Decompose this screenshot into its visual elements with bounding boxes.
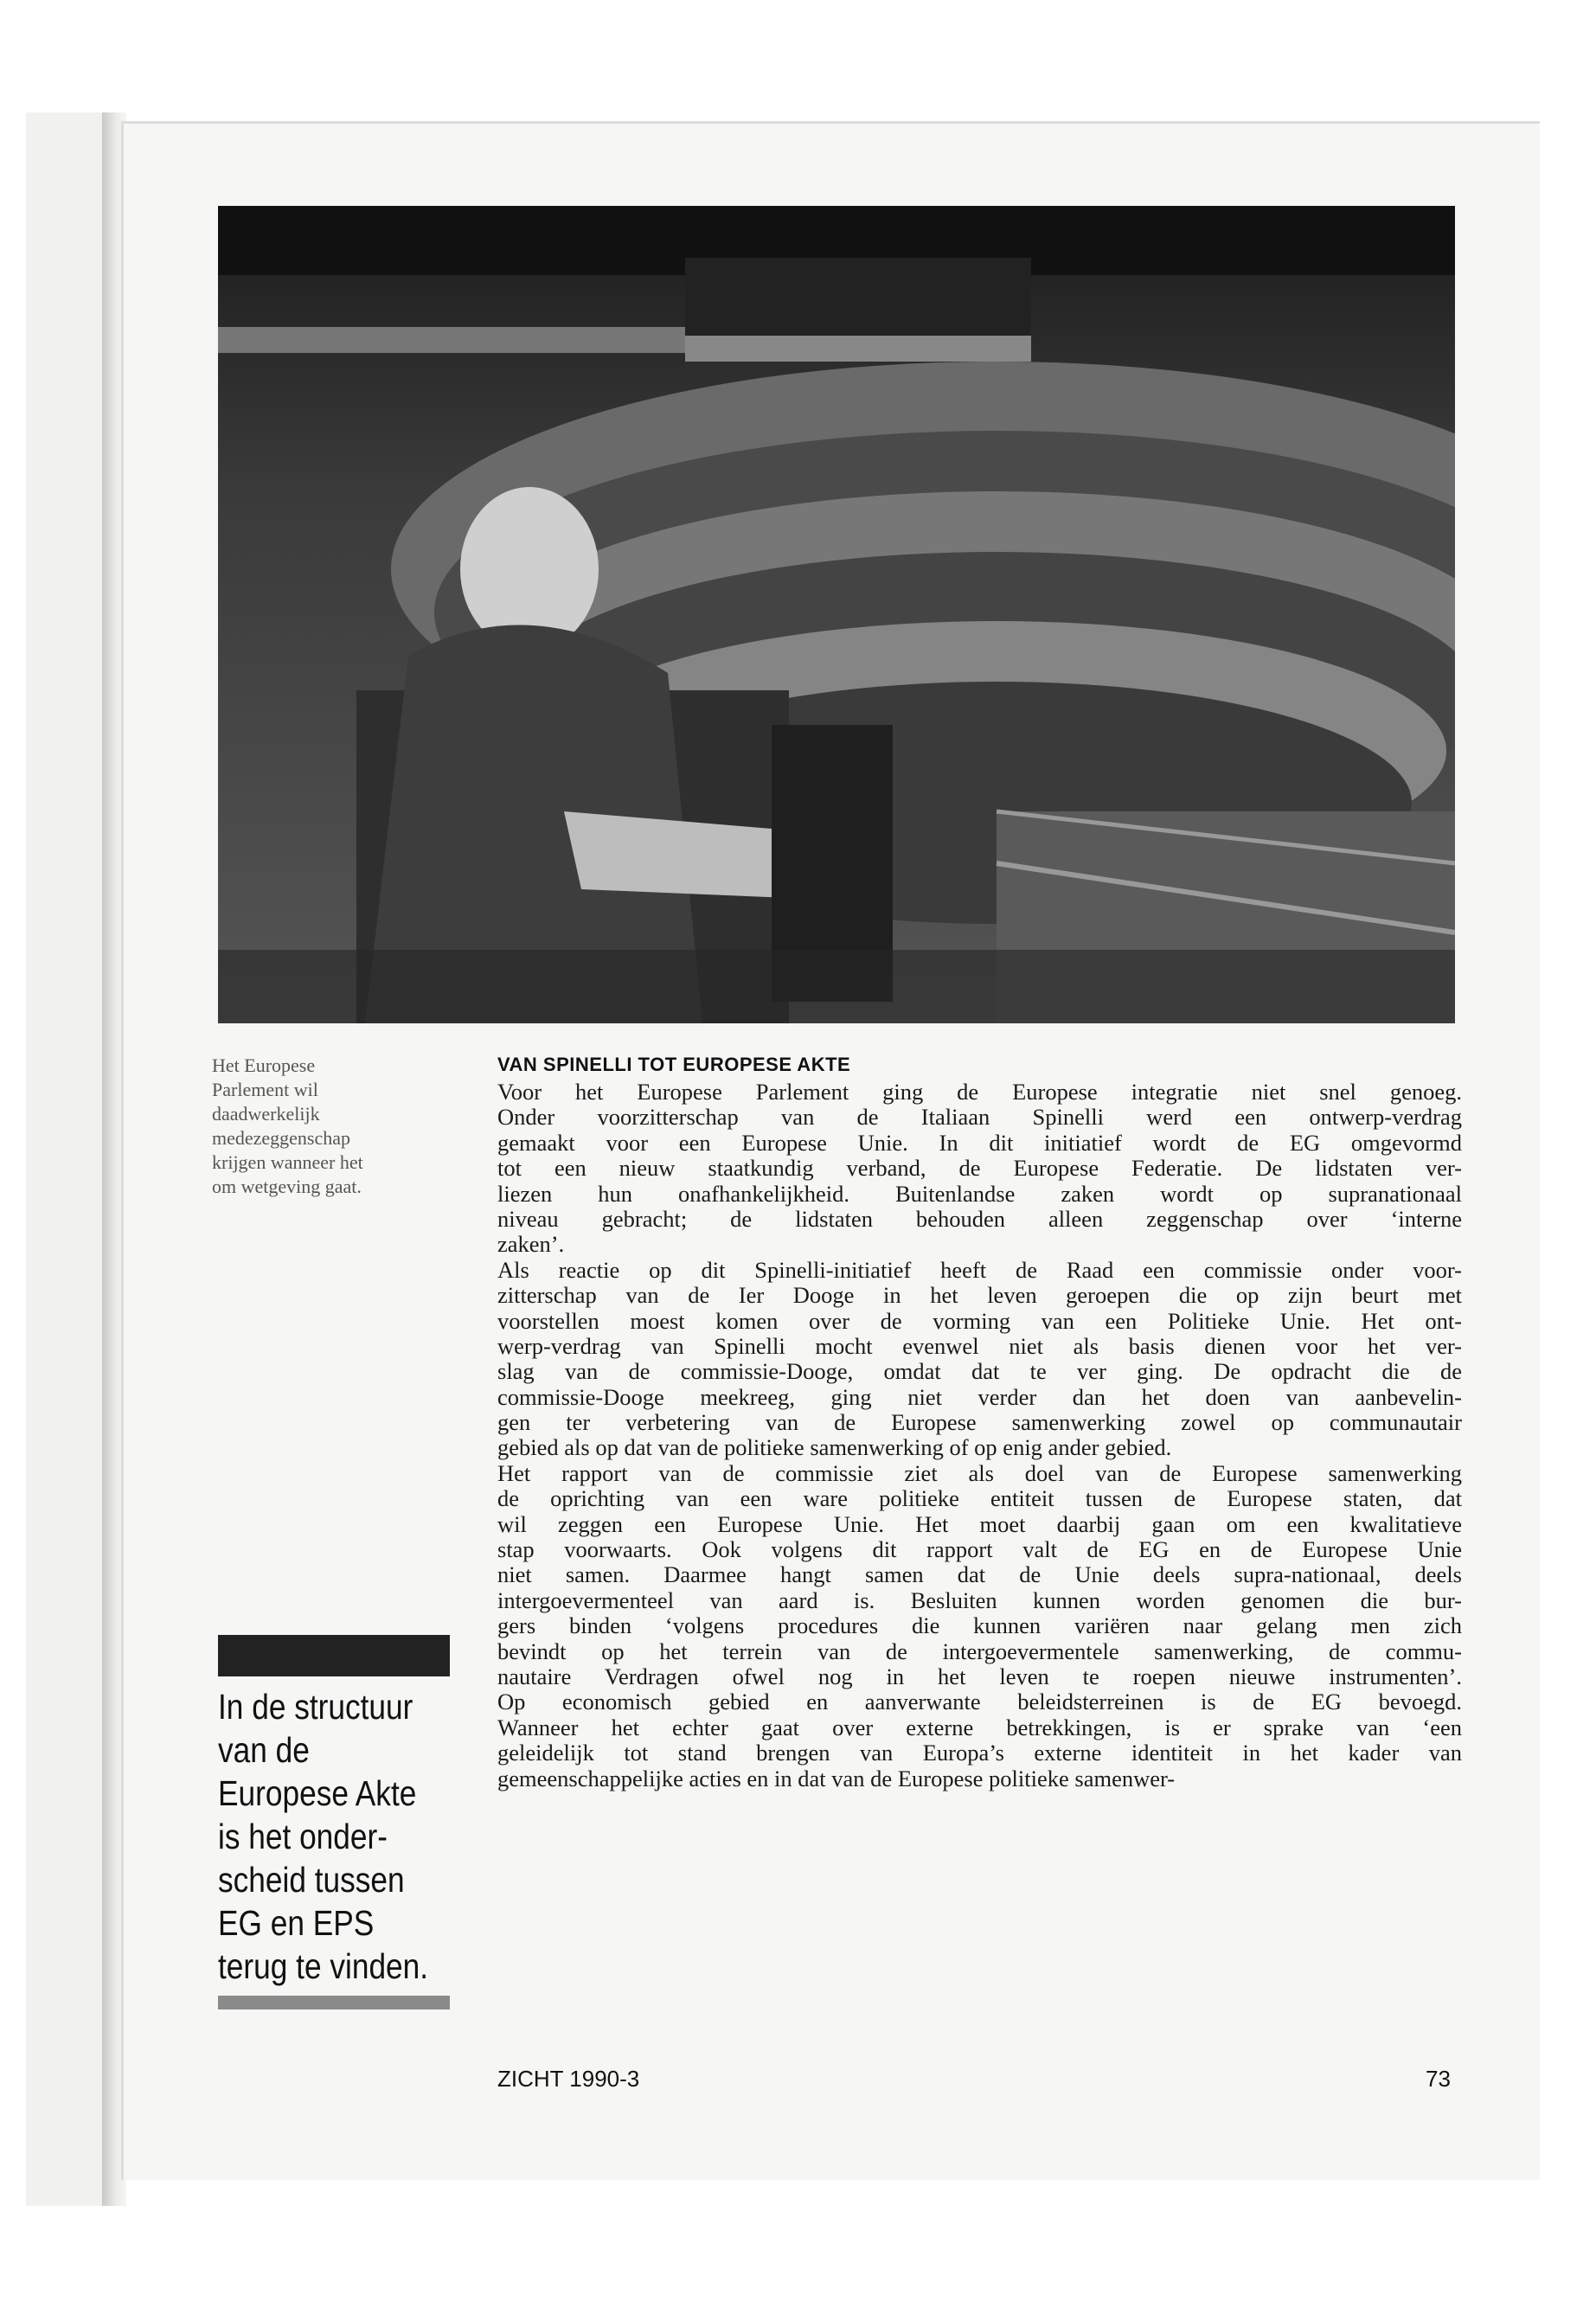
previous-page-edge bbox=[26, 112, 106, 2206]
article-line: Op economisch gebied en aanverwante beleidsterreinen is de EG bevoegd. bbox=[497, 1689, 1462, 1715]
pull-quote-line: scheid tussen bbox=[218, 1860, 405, 1900]
article-line: zaken’. bbox=[497, 1232, 565, 1258]
article-line: gemaakt voor een Europese Unie. In dit initiatief wordt de EG omgevormd bbox=[497, 1130, 1462, 1156]
pull-quote-bottom-bar bbox=[218, 1996, 450, 2009]
pull-quote-line: terug te vinden. bbox=[218, 1946, 429, 1986]
article-paragraph bbox=[497, 1258, 1462, 1461]
article-heading: VAN SPINELLI TOT EUROPESE AKTE bbox=[497, 1054, 851, 1075]
article-line: intergoevermenteel van aard is. Besluiten kunnen worden genomen die bur- bbox=[497, 1587, 1462, 1613]
article-line: stap voorwaarts. Ook volgens dit rapport valt de EG en de Europese Unie bbox=[497, 1537, 1462, 1563]
caption-line: krijgen wanneer het bbox=[212, 1151, 363, 1173]
article-line: Het rapport van de commissie ziet als doel van de Europese samenwerking bbox=[497, 1460, 1462, 1486]
article-line: de oprichting van een ware politieke entiteit tussen de Europese staten, dat bbox=[497, 1486, 1462, 1512]
article-body bbox=[497, 1080, 1462, 1791]
pull-quote-line: In de structuur bbox=[218, 1687, 413, 1727]
article-line: tot een nieuw staatkundig verband, de Europese Federatie. De lidstaten ver- bbox=[497, 1156, 1462, 1182]
article-line: werp-verdrag van Spinelli mocht evenwel niet als basis dienen voor het ver- bbox=[497, 1333, 1462, 1359]
page-number: 73 bbox=[1426, 2066, 1451, 2092]
pull-quote-line: is het onder- bbox=[218, 1817, 388, 1856]
caption-line: Het Europese bbox=[212, 1054, 316, 1076]
article-line: commissie-Dooge meekreeg, ging niet verder dan het doen van aanbevelin- bbox=[497, 1384, 1462, 1410]
article-line: gebied als op dat van de politieke samenwerking of op enig ander gebied. bbox=[497, 1435, 1172, 1461]
pull-quote bbox=[218, 1685, 429, 1988]
parliament-photo bbox=[218, 206, 1455, 1023]
article-line: bevindt op het terrein van de intergoevermentele samenwerking, de commu- bbox=[497, 1638, 1462, 1664]
article-line: zitterschap van de Ier Dooge in het leven geroepen die op zijn beurt met bbox=[497, 1283, 1462, 1309]
article-line: liezen hun onafhankelijkheid. Buitenlandse zaken wordt op supranationaal bbox=[497, 1181, 1462, 1207]
article-line: Onder voorzitterschap van de Italiaan Spinelli werd een ontwerp-verdrag bbox=[497, 1105, 1462, 1131]
article-line: nautaire Verdragen ofwel nog in het leven te roepen nieuwe instrumenten’. bbox=[497, 1663, 1462, 1689]
pull-quote-line: EG en EPS bbox=[218, 1903, 375, 1943]
article-line: gers binden ‘volgens procedures die kunnen variëren naar gelang men zich bbox=[497, 1613, 1462, 1639]
caption-line: daadwerkelijk bbox=[212, 1103, 320, 1125]
pull-quote-line: van de bbox=[218, 1730, 310, 1770]
photo-caption bbox=[212, 1054, 445, 1199]
article-line: Wanneer het echter gaat over externe betrekkingen, is er sprake van ‘een bbox=[497, 1715, 1462, 1740]
article-paragraph bbox=[497, 1080, 1462, 1258]
caption-line: Parlement wil bbox=[212, 1079, 318, 1100]
article-line: geleidelijk tot stand brengen van Europa’s externe identiteit in het kader van bbox=[497, 1740, 1462, 1766]
article-line: niet samen. Daarmee hangt samen dat de Unie deels supra-nationaal, deels bbox=[497, 1562, 1462, 1588]
parliament-photo-illustration bbox=[218, 206, 1455, 1023]
publication-footer: ZICHT 1990-3 bbox=[497, 2066, 640, 2092]
article-line: Als reactie op dit Spinelli-initiatief heeft de Raad een commissie onder voor- bbox=[497, 1257, 1462, 1283]
article-line: gemeenschappelijke acties en in dat van de Europese politieke samenwer- bbox=[497, 1766, 1176, 1791]
article-line: Voor het Europese Parlement ging de Europese integratie niet snel genoeg. bbox=[497, 1080, 1462, 1105]
pull-quote-top-bar bbox=[218, 1635, 450, 1676]
article-line: niveau gebracht; de lidstaten behouden alleen zeggenschap over ‘interne bbox=[497, 1206, 1462, 1232]
article-paragraph bbox=[497, 1461, 1462, 1791]
article-line: wil zeggen een Europese Unie. Het moet daarbij gaan om een kwalitatieve bbox=[497, 1511, 1462, 1537]
caption-line: om wetgeving gaat. bbox=[212, 1176, 362, 1197]
article-line: slag van de commissie-Dooge, omdat dat te ver ging. De opdracht die de bbox=[497, 1359, 1462, 1385]
article-line: voorstellen moest komen over de vorming van een Politieke Unie. Het ont- bbox=[497, 1308, 1462, 1334]
pull-quote-line: Europese Akte bbox=[218, 1773, 417, 1813]
caption-line: medezeggenschap bbox=[212, 1127, 351, 1149]
article-line: gen ter verbetering van de Europese samenwerking zowel op communautair bbox=[497, 1410, 1462, 1436]
